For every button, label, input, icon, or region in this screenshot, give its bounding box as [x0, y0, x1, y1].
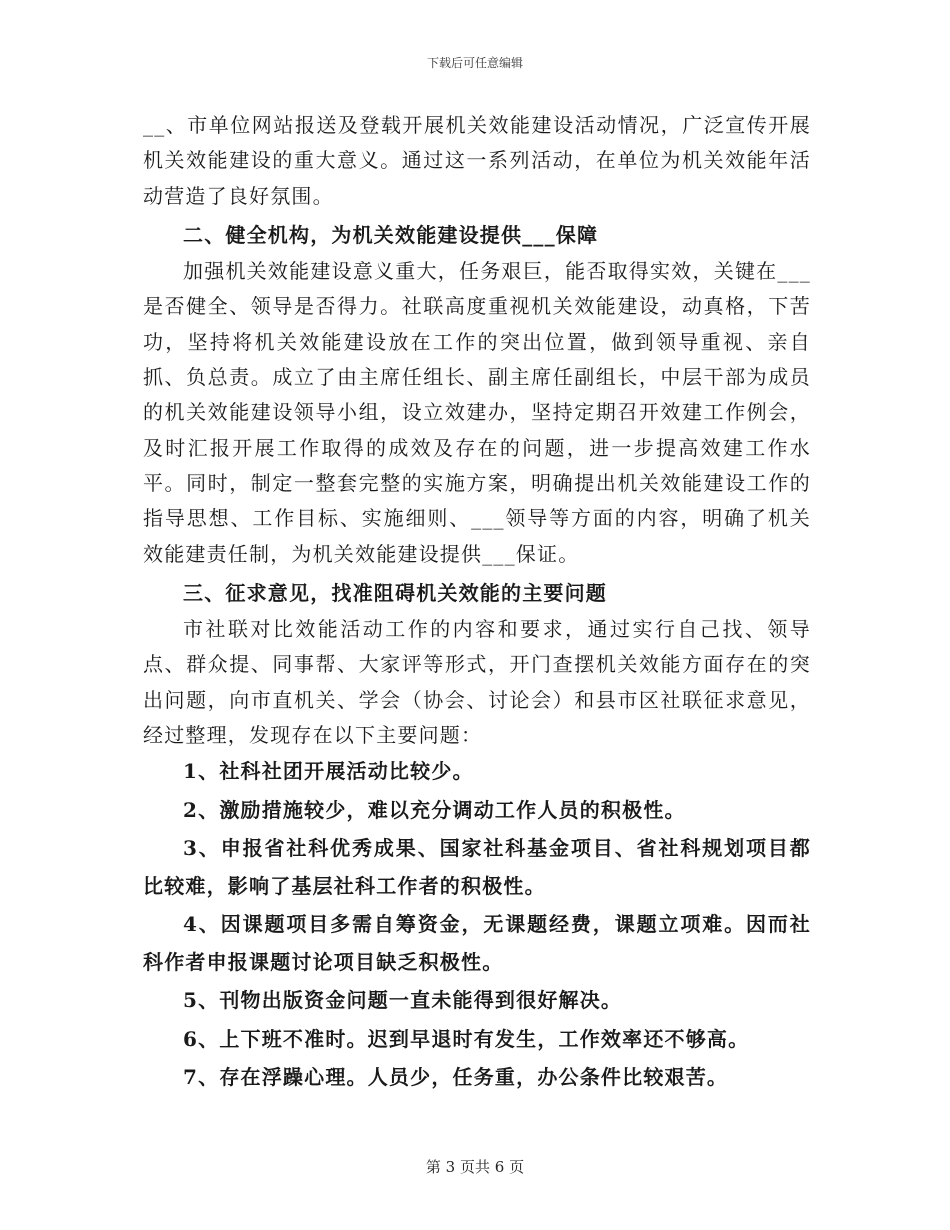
list-item-7: 7、存在浮躁心理。人员少，任务重，办公条件比较艰苦。: [183, 1065, 729, 1090]
list-item-4: 4、因课题项目多需自筹资金，无课题经费，课题立项难。因而社科作者申报课题讨论项目缺乏积极性。: [143, 912, 811, 974]
list-item-5: 5、刊物出版资金问题一直未能得到很好解决。: [183, 988, 623, 1013]
list-item-1: 1、社科社团开展活动比较少。: [183, 759, 474, 784]
paragraph-2: 加强机关效能建设意义重大，任务艰巨，能否取得实效，关键在___是否健全、领导是否得力。社联高度重视机关效能建设，动真格，下苦功，坚持将机关效能建设放在工作的突出位置，做到领导重视、亲自抓、负总责。成立了由主席任组长、副主席任副组长，中层干部为成员的机关效能建设领导小组，设立效建办，坚持定期召开效建工作例会，及时汇报开展工作取得的成效及存在的问题，进一步提高效建工作水平。同时，制定一整套完整的实施方案，明确提出机关效能建设工作的指导思想、工作目标、实施细则、___领导等方面的内容，明确了机关效能建责任制，为机关效能建设提供___保证。: [143, 259, 811, 566]
document-body: [143, 108, 811, 1098]
header-note: 下载后可任意编辑: [426, 56, 523, 70]
paragraph-1: __、市单位网站报送及登载开展机关效能建设活动情况，广泛宣传开展机关效能建设的重大意义。通过这一系列活动，在单位为机关效能年活动营造了良好氛围。: [143, 113, 811, 208]
list-item-2: 2、激励措施较少，难以充分调动工作人员的积极性。: [183, 797, 686, 822]
section-heading-2: 二、健全机构，为机关效能建设提供___保障: [183, 222, 599, 247]
section-heading-3: 三、征求意见，找准阻碍机关效能的主要问题: [183, 580, 607, 605]
list-item-3: 3、申报省社科优秀成果、国家社科基金项目、省社科规划项目都比较难，影响了基层社科工作者的积极性。: [143, 836, 811, 898]
list-item-6: 6、上下班不准时。迟到早退时有发生，工作效率还不够高。: [183, 1026, 750, 1051]
page-number: 第 3 页共 6 页: [425, 1158, 525, 1176]
paragraph-3: 市社联对比效能活动工作的内容和要求，通过实行自己找、领导点、群众提、同事帮、大家评等形式，开门查摆机关效能方面存在的突出问题，向市直机关、学会（协会、讨论会）和县市区社联征求意见，经过整理，发现存在以下主要问题：: [143, 617, 811, 748]
